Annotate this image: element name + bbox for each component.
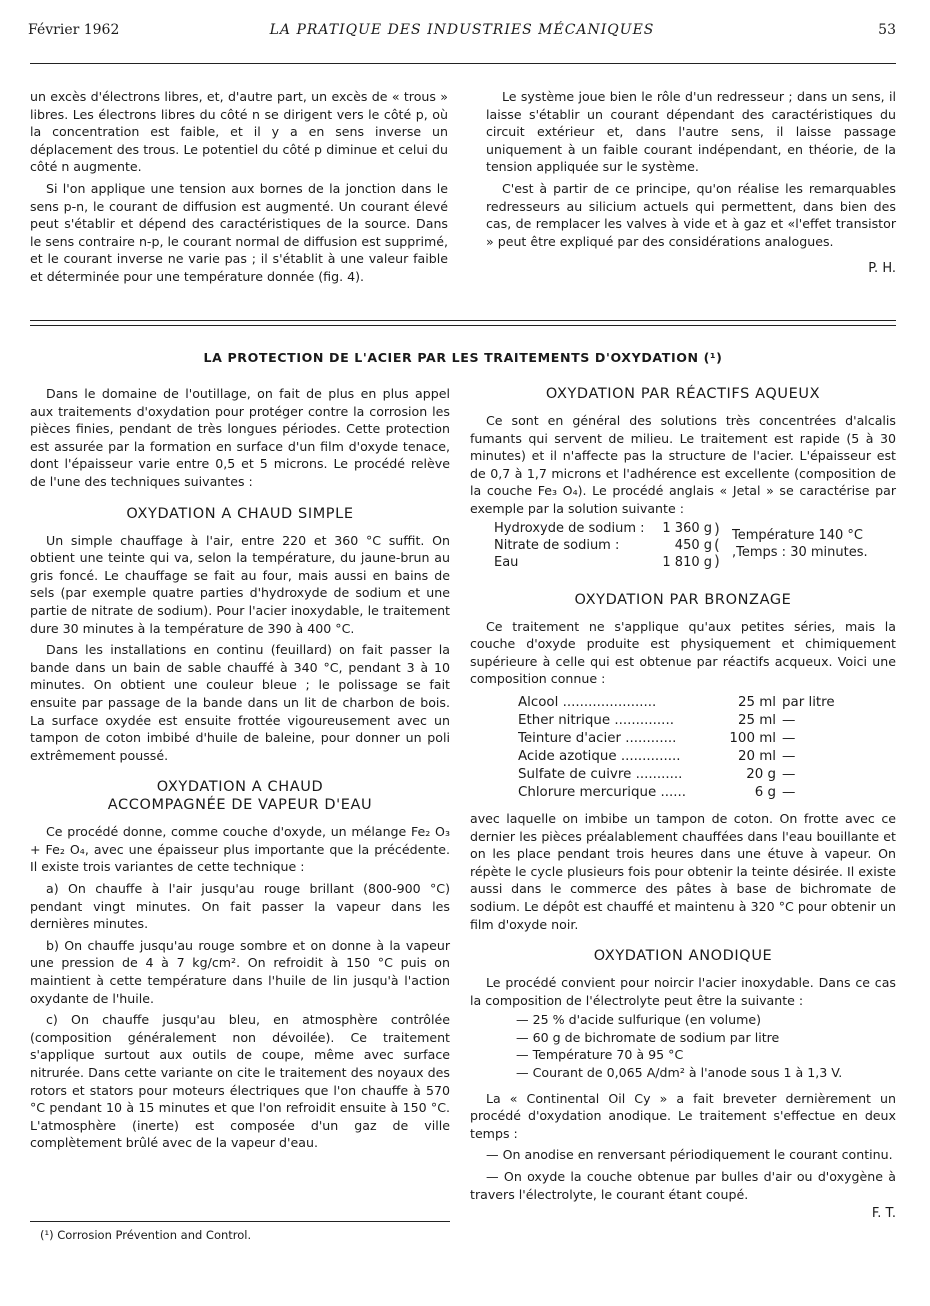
- recipe-row: [518, 784, 896, 802]
- paragraph: Ce sont en général des solutions très concentrées d'alcalis fumants qui servent de milieu. Le traitement est rapide (5 à 30 minutes) et il n'affecte pas la structure de l'acier. L'épaisseur est de 0,7 à 1,7 microns et l'adhérence est excellente (composition de la couche Fe₃ O₄). Le procédé anglais « Jetal » se caractérise par exemple par la solution suivante :: [470, 413, 896, 516]
- formula-condition: ,Temps : 30 minutes.: [732, 544, 868, 560]
- brace-glyph: ) ( ): [714, 519, 720, 570]
- recipe-unit: —: [782, 730, 796, 746]
- electrolyte-list: [516, 1011, 896, 1081]
- header-rule: [30, 63, 896, 64]
- journal-title: LA PRATIQUE DES INDUSTRIES MÉCANIQUES: [269, 22, 655, 38]
- recipe-quantity: 100 ml: [729, 730, 776, 746]
- paragraph: Le procédé convient pour noircir l'acier inoxydable. Dans ce cas la composition de l'électrolyte peut être la suivante :: [470, 975, 896, 1008]
- recipe-ingredient: Teinture d'acier ............: [518, 730, 677, 746]
- article-column-left: [30, 385, 450, 1152]
- recipe-ingredient: Chlorure mercurique ......: [518, 784, 687, 800]
- paragraph: — On anodise en renversant périodiquement le courant continu.: [486, 1147, 893, 1163]
- article-title: LA PROTECTION DE L'ACIER PAR LES TRAITEMENTS D'OXYDATION (¹): [203, 350, 723, 365]
- section-heading: OXYDATION PAR BRONZAGE: [574, 591, 792, 608]
- section-heading: OXYDATION PAR RÉACTIFS AQUEUX: [545, 386, 821, 402]
- author-signature: P. H.: [868, 261, 896, 277]
- footnote: (¹) Corrosion Prévention and Control.: [40, 1228, 252, 1242]
- paragraph: C'est à partir de ce principe, qu'on réalise les remarquables redresseurs au silicium actuels qui permettent, dans bien des cas, de remplacer les valves à vide et à gaz et «l'effet transistor » peut être expliqué par des considérations analogues.: [486, 180, 896, 249]
- recipe-unit: —: [782, 766, 796, 782]
- paragraph: Ce traitement ne s'applique qu'aux petites séries, mais la couche d'oxyde produite est physiquement et chimiquement supérieure à celle qui est obtenue par réactifs acqueux. Voici une composition connue :: [470, 618, 896, 687]
- recipe-quantity: 20 g: [746, 766, 776, 782]
- running-header: [28, 22, 896, 44]
- variant-c: c) On chauffe jusqu'au bleu, en atmosphère contrôlée (composition généralement non dévoilée). Ce traitement s'applique surtout aux outils de coupe, même avec surface nitrurée. Dans cette variante on cite le traitement des noyaux des rotors et stators pour moteurs électriques que l'on chauffe à 570 °C pendant 10 à 15 minutes et que l'on refroidit ensuite à 150 °C. L'atmosphère (inerte) est composée d'un gaz de ville complètement brûlé avec de la vapeur d'eau.: [30, 1012, 450, 1151]
- paragraph: Un simple chauffage à l'air, entre 220 et 360 °C suffit. On obtient une teinte qui va, selon la température, du jaune-brun au gris foncé. Le chauffage se fait au four, mais aussi en bains de sels (par exemple quatre parties d'hydroxyde de sodium et une partie de nitrate de sodium). Pour l'acier inoxydable, le traitement dure 30 minutes à la température de 390 à 400 °C.: [30, 532, 450, 636]
- formula-ingredient: Eau: [494, 554, 519, 570]
- paragraph: Si l'on applique une tension aux bornes de la jonction dans le sens p-n, le courant de diffusion est augmenté. Un courant élevé peut s'établir et dépend des caractéristiques de la source. Dans le sens contraire n-p, le courant normal de diffusion est supprimé, et le courant inverse ne varie pas ; il s'établit à une valeur faible et déterminée pour une température donnée (fig. 4).: [30, 180, 448, 284]
- formula-ingredient: Nitrate de sodium :: [494, 537, 620, 553]
- recipe-ingredient: Alcool ......................: [518, 694, 657, 710]
- article-column-right: [470, 385, 896, 1223]
- paragraph: un excès d'électrons libres, et, d'autre part, un excès de « trous » libres. Les électrons libres du côté n se dirigent vers le côté p, où la concentration est faible, et il y a en sens inverse un déplacement des trous. Le potentiel du côté p diminue et celui du côté n augmente.: [30, 89, 448, 175]
- section-heading-line: ACCOMPAGNÉE DE VAPEUR D'EAU: [107, 797, 373, 814]
- recipe-quantity: 6 g: [754, 784, 776, 800]
- bronzing-recipe: [518, 694, 896, 802]
- intro-paragraph: Dans le domaine de l'outillage, on fait de plus en plus appel aux traitements d'oxydation pour protéger contre la corrosion les pièces finies, pendant de très longues périodes. Cette protection est assurée par la formation en surface d'un film d'oxyde tenace, dont l'épaisseur varie entre 0,5 et 5 microns. Le procédé relève de l'une des techniques suivantes :: [30, 386, 450, 489]
- paragraph: avec laquelle on imbibe un tampon de coton. On frotte avec ce dernier les pièces préalablement chauffées dans l'eau bouillante et on les place pendant trois heures dans une étuve à vapeur. On répète le cycle plusieurs fois pour obtenir la teinte désirée. Il existe aussi dans le commerce des pâtes à base de bichromate de sodium. Le dépôt est chauffé et maintenu à 320 °C pour obtenir un film d'oxyde noir.: [470, 810, 896, 932]
- issue-date: Février 1962: [28, 22, 120, 38]
- recipe-quantity: 25 ml: [737, 712, 776, 728]
- recipe-ingredient: Ether nitrique ..............: [518, 712, 674, 728]
- section-double-rule: [30, 320, 896, 326]
- paragraph: La « Continental Oil Cy » a fait breveter dernièrement un procédé d'oxydation anodique. Le traitement s'effectue en deux temps :: [470, 1090, 896, 1141]
- recipe-unit: —: [782, 748, 796, 764]
- variant-a: a) On chauffe à l'air jusqu'au rouge brillant (800-900 °C) pendant vingt minutes. On fait passer la vapeur dans les dernières minutes.: [30, 881, 450, 932]
- list-item: — Courant de 0,065 A/dm² à l'anode sous 1 à 1,3 V.: [516, 1065, 843, 1081]
- recipe-row: [518, 748, 896, 766]
- page-number: 53: [878, 22, 896, 38]
- recipe-unit: —: [782, 712, 796, 728]
- recipe-row: [518, 712, 896, 730]
- recipe-unit: par litre: [782, 694, 835, 710]
- section-heading: OXYDATION A CHAUD SIMPLE: [126, 505, 354, 522]
- formula-condition: Température 140 °C: [732, 527, 864, 543]
- variant-b: b) On chauffe jusqu'au rouge sombre et on donne à la vapeur une pression de 4 à 7 kg/cm². On refroidit à 150 °C puis on maintient à cette température dans l'huile de lin jusqu'à l'action oxydante de l'huile.: [30, 937, 450, 1006]
- recipe-row: [518, 730, 896, 748]
- prev-article-column-2: [486, 88, 896, 278]
- jetal-formula: [470, 521, 896, 577]
- recipe-ingredient: Sulfate de cuivre ...........: [518, 766, 683, 782]
- list-item: — Température 70 à 95 °C: [516, 1047, 684, 1063]
- section-heading: OXYDATION ANODIQUE: [593, 948, 773, 965]
- recipe-quantity: 20 ml: [737, 748, 776, 764]
- prev-article-column-1: [30, 88, 448, 286]
- paragraph: Le système joue bien le rôle d'un redresseur ; dans un sens, il laisse s'établir un courant dépendant des caractéristiques du circuit extérieur et, dans l'autre sens, il laisse passage uniquement à un faible courant indépendant, en théorie, de la tension appliquée sur le système.: [486, 89, 896, 175]
- section-heading-line: OXYDATION A CHAUD: [156, 779, 324, 796]
- paragraph: — On oxyde la couche obtenue par bulles d'air ou d'oxygène à travers l'électrolyte, le courant étant coupé.: [470, 1169, 896, 1202]
- recipe-unit: —: [782, 784, 796, 800]
- footnote-rule: [30, 1221, 450, 1222]
- author-signature: F. T.: [871, 1206, 896, 1222]
- list-item: — 60 g de bichromate de sodium par litre: [516, 1029, 780, 1045]
- paragraph: Dans les installations en continu (feuillard) on fait passer la bande dans un bain de sable chauffé à 340 °C, pendant 3 à 10 minutes. On obtient une couleur bleue ; le polissage se fait ensuite par passage de la bande dans un lit de charbon de bois. La surface oxydée est ensuite frottée vigoureusement avec un tampon de coton imbibé d'huile de baleine, pour donner un poli extrêmement poussé.: [30, 642, 450, 763]
- list-item: — 25 % d'acide sulfurique (en volume): [516, 1012, 762, 1028]
- formula-quantity: 1 360 g: [662, 520, 712, 536]
- paragraph: Ce procédé donne, comme couche d'oxyde, un mélange Fe₂ O₃ + Fe₂ O₄, avec une épaisseur plus importante que la précédente. Il existe trois variantes de cette technique :: [30, 824, 450, 875]
- section-heading: [30, 778, 450, 814]
- recipe-row: [518, 766, 896, 784]
- formula-quantity: 1 810 g: [662, 554, 712, 570]
- recipe-quantity: 25 ml: [737, 694, 776, 710]
- formula-ingredient: Hydroxyde de sodium :: [494, 520, 645, 536]
- recipe-ingredient: Acide azotique ..............: [518, 748, 681, 764]
- recipe-row: [518, 694, 896, 712]
- formula-quantity: 450 g: [674, 537, 712, 553]
